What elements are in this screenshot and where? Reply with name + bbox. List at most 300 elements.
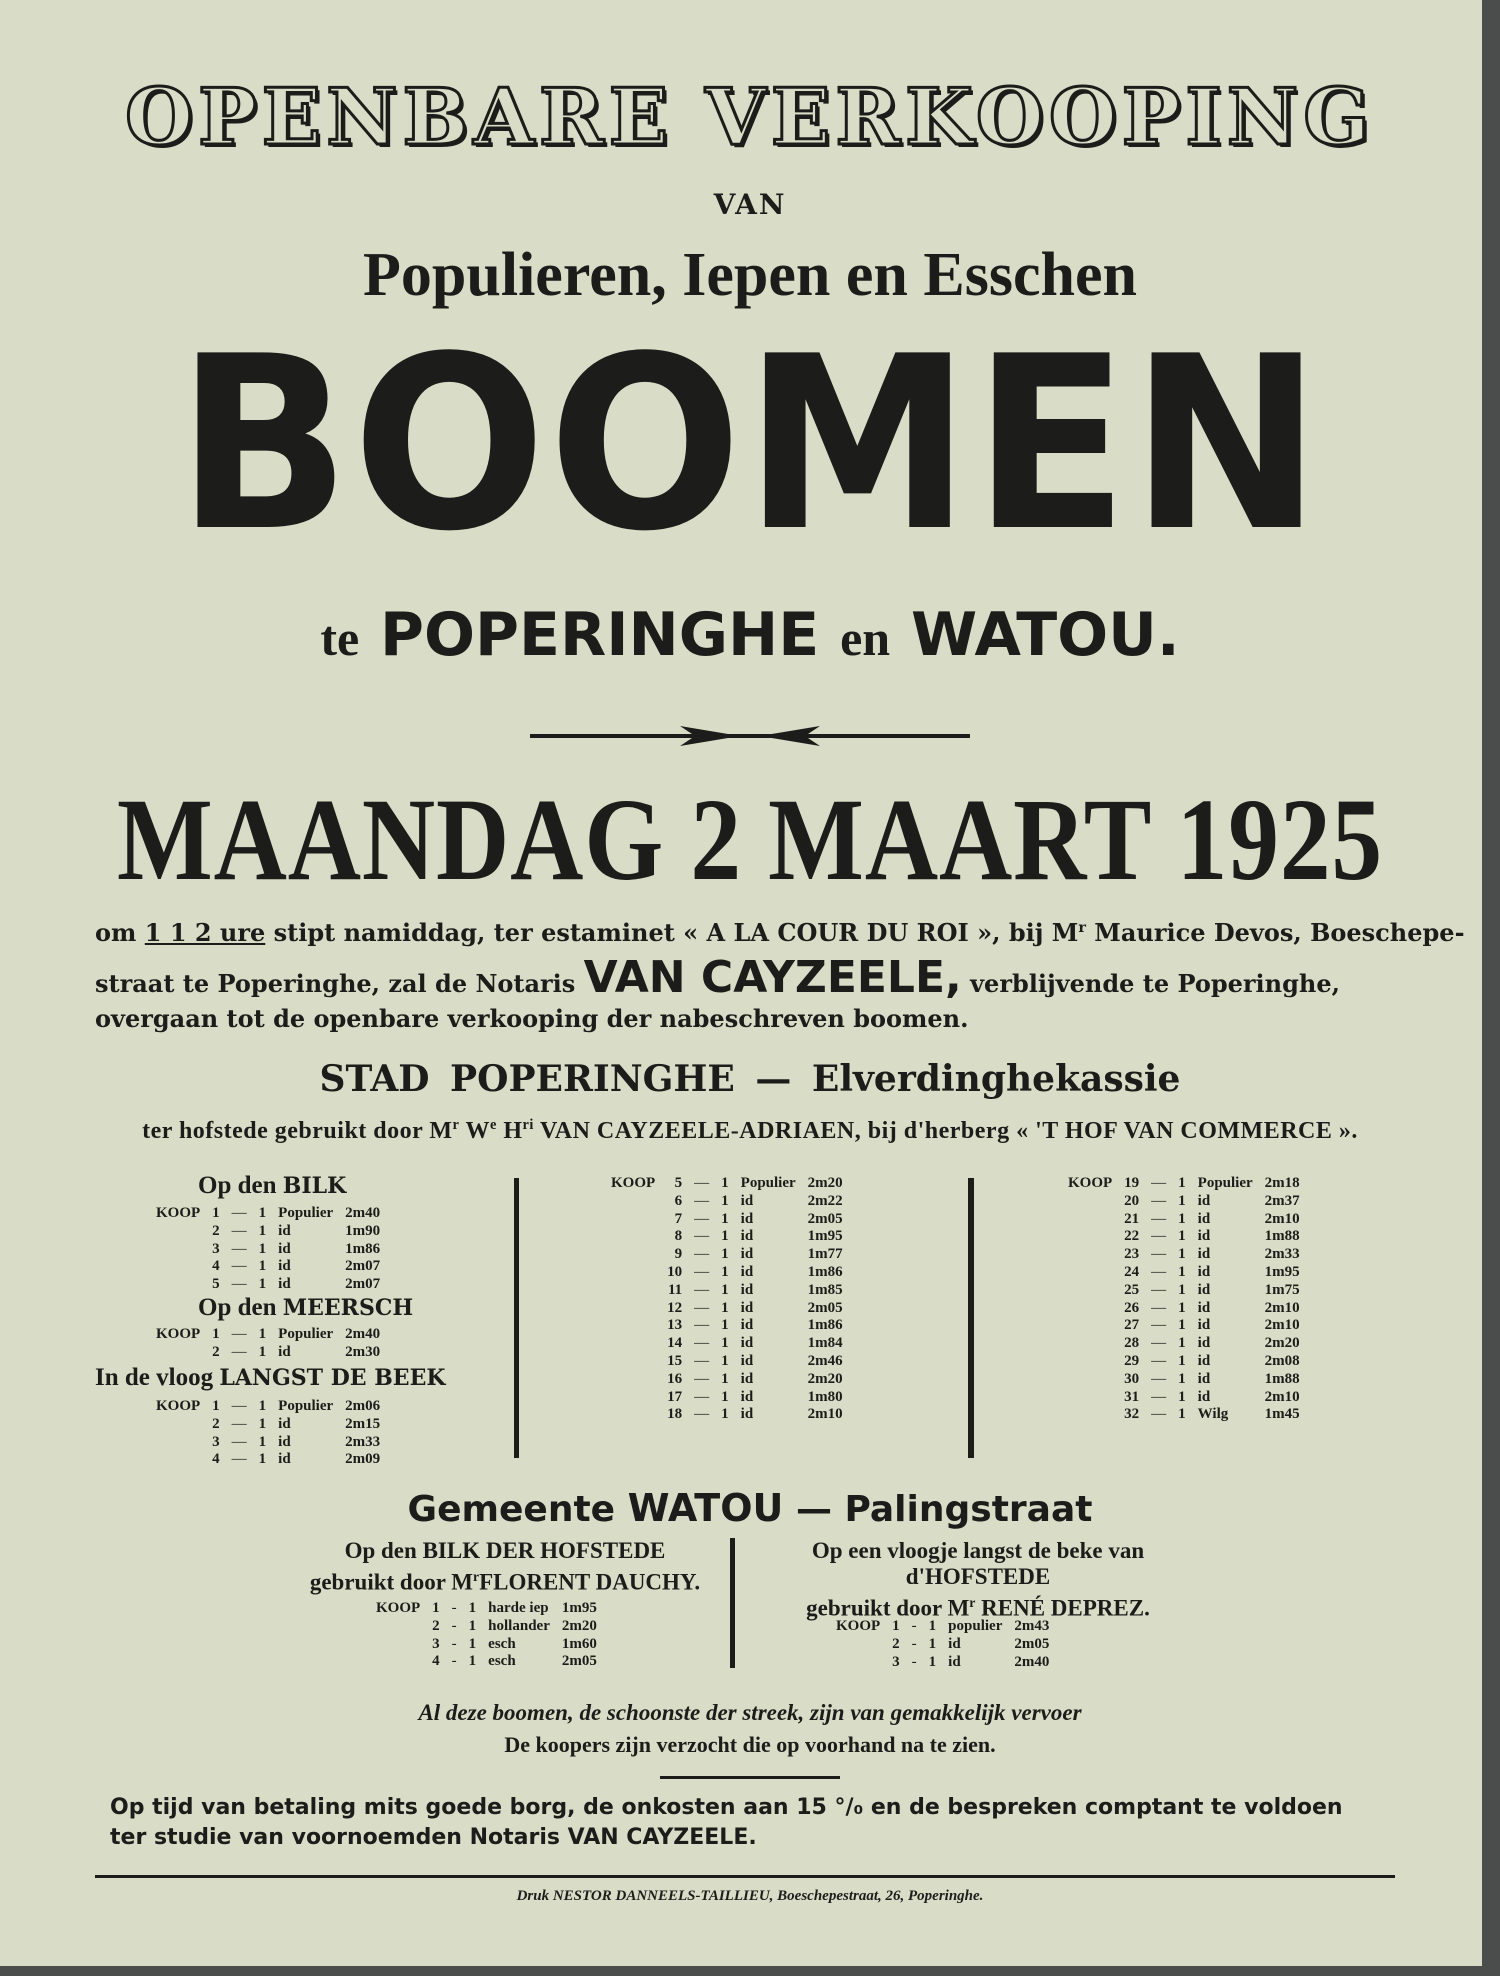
lot-koop — [1062, 1193, 1118, 1211]
left-sub-sup: r — [472, 1569, 480, 1584]
lot-sep: — — [694, 1263, 710, 1280]
lots-watou-left-table — [370, 1600, 603, 1671]
lot-number: 29 — [1124, 1352, 1140, 1369]
closing-rule — [660, 1776, 840, 1779]
lot-row — [605, 1389, 849, 1407]
closing-line-2: De koopers zijn verzocht die op voorhand na te zien. — [504, 1732, 996, 1757]
lot-sep: - — [451, 1600, 457, 1616]
lot-number: 14 — [667, 1335, 683, 1352]
lot-number: 7 — [674, 1210, 683, 1227]
lot-qty: 1 — [258, 1415, 267, 1432]
lot-qty: 1 — [468, 1600, 477, 1616]
lot-type: Populier — [278, 1398, 334, 1414]
lot-sep: — — [694, 1388, 710, 1405]
lot-row — [605, 1264, 849, 1282]
lot-koop — [830, 1636, 886, 1654]
lot-girth: 1m84 — [807, 1335, 843, 1352]
lot-number: 21 — [1124, 1210, 1140, 1227]
lot-girth: 2m06 — [345, 1398, 381, 1414]
lot-qty: 1 — [258, 1205, 267, 1221]
lot-koop — [1062, 1282, 1118, 1300]
lot-qty: 1 — [721, 1299, 729, 1316]
location-poperinghe: POPERINGHE — [380, 600, 820, 670]
lot-girth: 1m80 — [807, 1388, 843, 1405]
lot-type: hollander — [488, 1617, 550, 1634]
lot-girth: 2m20 — [807, 1175, 843, 1191]
lot-koop — [150, 1434, 206, 1452]
lot-number: 30 — [1124, 1370, 1140, 1387]
lot-girth: 2m18 — [1264, 1175, 1300, 1191]
lot-number: 1 — [212, 1205, 220, 1221]
lot-row — [830, 1654, 1055, 1672]
lot-type: id — [278, 1222, 291, 1239]
lot-girth: 1m85 — [807, 1281, 843, 1298]
lot-row — [150, 1398, 386, 1416]
lot-koop — [605, 1193, 661, 1211]
lot-sep: — — [1151, 1246, 1167, 1263]
group-title-a: Op den — [198, 1294, 277, 1321]
lot-sep: — — [694, 1281, 710, 1298]
lot-row — [150, 1416, 386, 1434]
group-bilk-title — [198, 1172, 346, 1200]
lot-qty: 1 — [928, 1635, 937, 1652]
lot-sep: — — [694, 1175, 710, 1191]
lots-col2-table — [605, 1175, 849, 1424]
lot-sep: — — [1151, 1352, 1167, 1369]
lot-koop — [1062, 1300, 1118, 1318]
intro-om: om — [95, 918, 137, 947]
lot-row — [1062, 1228, 1306, 1246]
lot-qty: 1 — [1178, 1352, 1186, 1369]
lot-type: harde iep — [488, 1600, 549, 1616]
lot-sep: — — [1151, 1210, 1167, 1227]
lot-type: id — [740, 1263, 754, 1280]
lot-koop — [150, 1416, 206, 1434]
lot-sep: — — [1151, 1228, 1167, 1245]
section1-subheading — [0, 1117, 1500, 1145]
lot-qty: 1 — [258, 1240, 267, 1257]
lot-girth: 2m05 — [807, 1299, 843, 1316]
lot-sep: — — [231, 1205, 247, 1221]
lot-number: 2 — [432, 1617, 440, 1634]
lot-girth: 2m22 — [807, 1192, 843, 1209]
lot-qty: 1 — [721, 1192, 729, 1209]
heading-watou: WATOU — [627, 1486, 784, 1530]
lot-girth: 1m88 — [1264, 1228, 1300, 1245]
lot-girth: 1m95 — [561, 1600, 597, 1616]
lot-koop: KOOP — [156, 1205, 201, 1221]
lot-number: 27 — [1124, 1317, 1140, 1334]
lot-girth: 2m08 — [1264, 1352, 1300, 1369]
lot-number: 3 — [892, 1653, 900, 1670]
lot-row — [605, 1371, 849, 1389]
lot-row — [605, 1335, 849, 1353]
lot-girth: 2m33 — [345, 1433, 381, 1450]
lot-qty: 1 — [721, 1388, 729, 1405]
lot-girth: 1m86 — [345, 1240, 381, 1257]
lot-type: id — [278, 1415, 291, 1432]
lot-row — [370, 1653, 603, 1671]
lot-sep: - — [911, 1653, 917, 1670]
lot-number: 8 — [674, 1228, 683, 1245]
lot-row — [1062, 1335, 1306, 1353]
lot-sep: — — [231, 1343, 247, 1360]
lot-type: id — [1197, 1246, 1211, 1263]
lot-qty: 1 — [721, 1406, 729, 1423]
left-title-b: BILK DER HOFSTEDE — [422, 1538, 666, 1563]
lot-type: id — [1197, 1192, 1211, 1209]
lot-row — [150, 1434, 386, 1452]
footer-rule — [95, 1875, 1395, 1878]
lot-girth: 2m20 — [807, 1370, 843, 1387]
lot-type: id — [278, 1258, 291, 1275]
lot-row — [150, 1258, 386, 1276]
lot-type: id — [740, 1406, 754, 1423]
lot-type: id — [1197, 1299, 1211, 1316]
payment-line-1: Op tijd van betaling mits goede borg, de onkosten aan 15 °/₀ en de bespreken comptant te voldoen — [110, 1795, 1343, 1820]
lot-koop: KOOP — [156, 1398, 201, 1414]
lot-girth: 2m10 — [1264, 1299, 1300, 1316]
lot-type: id — [740, 1352, 754, 1369]
lot-number: 11 — [667, 1281, 683, 1298]
lot-qty: 1 — [258, 1222, 267, 1239]
lots-meersch-table — [150, 1326, 386, 1362]
lot-qty: 1 — [721, 1317, 729, 1334]
sub-w: W — [465, 1118, 490, 1144]
lot-type: id — [740, 1299, 754, 1316]
intro-street: straat te Poperinghe, zal de Notaris — [95, 969, 576, 998]
lot-koop — [370, 1636, 426, 1654]
lot-girth: 2m40 — [1014, 1653, 1050, 1670]
lot-row — [150, 1326, 386, 1344]
lot-qty: 1 — [468, 1653, 477, 1670]
intro-line-1 — [95, 918, 1465, 947]
lot-koop — [605, 1353, 661, 1371]
lot-type: id — [740, 1317, 754, 1334]
heading-gemeente: Gemeente — [407, 1489, 616, 1530]
lot-number: 5 — [674, 1175, 683, 1191]
section1-heading: STAD POPERINGHE — Elverdinghekassie — [319, 1058, 1181, 1100]
lot-row — [605, 1246, 849, 1264]
lot-type: id — [278, 1240, 291, 1257]
lot-girth: 2m10 — [1264, 1388, 1300, 1405]
lot-girth: 1m95 — [1264, 1263, 1300, 1280]
lot-row — [1062, 1211, 1306, 1229]
lot-koop — [605, 1264, 661, 1282]
lot-number: 12 — [667, 1299, 683, 1316]
lot-row — [150, 1276, 386, 1294]
lot-qty: 1 — [258, 1343, 267, 1360]
lot-number: 1 — [212, 1398, 220, 1414]
lot-qty: 1 — [721, 1352, 729, 1369]
intro-line-2 — [95, 952, 1405, 1003]
lot-number: 22 — [1124, 1228, 1140, 1245]
lot-koop — [1062, 1353, 1118, 1371]
lot-koop: KOOP — [836, 1618, 881, 1634]
lot-row — [150, 1344, 386, 1362]
lot-koop — [605, 1406, 661, 1424]
lot-koop — [1062, 1371, 1118, 1389]
lot-row — [1062, 1406, 1306, 1424]
group-meersch-title — [198, 1294, 413, 1322]
lot-qty: 1 — [1178, 1281, 1186, 1298]
lot-sep: - — [451, 1653, 457, 1670]
lot-koop — [605, 1300, 661, 1318]
poster-title: OPENBARE VERKOOPING — [125, 72, 1375, 163]
lot-sep: — — [231, 1222, 247, 1239]
lot-sep: — — [1151, 1317, 1167, 1334]
lot-number: 13 — [667, 1317, 683, 1334]
lot-qty: 1 — [258, 1258, 267, 1275]
lot-koop — [605, 1282, 661, 1300]
lot-sep: — — [231, 1326, 247, 1342]
lot-qty: 1 — [258, 1326, 267, 1342]
lot-number: 1 — [432, 1600, 440, 1616]
lot-type: Populier — [278, 1205, 334, 1221]
lot-koop — [150, 1241, 206, 1259]
poster-van: VAN — [713, 188, 787, 221]
group-title-b: MEERSCH — [282, 1295, 414, 1321]
lot-koop — [605, 1389, 661, 1407]
lot-sep: — — [1151, 1263, 1167, 1280]
lot-girth: 2m05 — [1014, 1635, 1050, 1652]
lot-qty: 1 — [721, 1335, 729, 1352]
lot-girth: 2m40 — [345, 1326, 381, 1342]
intro-residing: verblijvende te Poperinghe, — [970, 969, 1340, 998]
lot-number: 3 — [212, 1240, 220, 1257]
lot-type: id — [1197, 1388, 1211, 1405]
lot-number: 2 — [212, 1343, 220, 1360]
lot-row — [605, 1193, 849, 1211]
lot-row — [605, 1300, 849, 1318]
lot-koop — [605, 1335, 661, 1353]
lot-koop: KOOP — [611, 1175, 656, 1191]
lot-sep: — — [231, 1240, 247, 1257]
lot-row — [605, 1353, 849, 1371]
lot-koop: KOOP — [156, 1326, 201, 1342]
lot-sep: — — [694, 1352, 710, 1369]
lot-type: esch — [488, 1635, 516, 1652]
lot-number: 18 — [667, 1406, 683, 1423]
right-sub-a: gebruikt door M — [806, 1595, 970, 1621]
lot-type: id — [740, 1210, 754, 1227]
lot-row — [370, 1636, 603, 1654]
lot-row — [1062, 1246, 1306, 1264]
lot-qty: 1 — [258, 1276, 267, 1293]
heading-palingstraat: — Palingstraat — [795, 1489, 1093, 1530]
lot-row — [1062, 1353, 1306, 1371]
lot-type: id — [1197, 1228, 1211, 1245]
lot-koop — [1062, 1264, 1118, 1282]
lot-girth: 2m30 — [345, 1343, 381, 1360]
lot-girth: 2m37 — [1264, 1192, 1300, 1209]
lot-girth: 2m05 — [807, 1210, 843, 1227]
lot-koop — [150, 1451, 206, 1469]
lot-qty: 1 — [721, 1281, 729, 1298]
lot-girth: 1m60 — [561, 1635, 597, 1652]
lot-row — [1062, 1389, 1306, 1407]
lot-qty: 1 — [1178, 1192, 1186, 1209]
lot-row — [605, 1175, 849, 1193]
lot-koop — [370, 1618, 426, 1636]
lot-sep: — — [231, 1398, 247, 1414]
lot-number: 15 — [667, 1352, 683, 1369]
lot-number: 25 — [1124, 1281, 1140, 1298]
lot-qty: 1 — [1178, 1370, 1186, 1387]
lot-row — [830, 1618, 1055, 1636]
lot-number: 2 — [212, 1222, 220, 1239]
lot-girth: 1m86 — [807, 1263, 843, 1280]
lot-number: 9 — [674, 1246, 683, 1263]
lot-girth: 2m05 — [561, 1653, 597, 1670]
lot-number: 23 — [1124, 1246, 1140, 1263]
lot-qty: 1 — [1178, 1388, 1186, 1405]
lot-type: id — [740, 1335, 754, 1352]
lot-qty: 1 — [258, 1433, 267, 1450]
lot-type: id — [740, 1281, 754, 1298]
lot-koop — [1062, 1211, 1118, 1229]
lot-qty: 1 — [468, 1617, 477, 1634]
lot-girth: 1m45 — [1264, 1406, 1300, 1423]
lots-watou-right-table — [830, 1618, 1055, 1671]
lot-girth: 2m15 — [345, 1415, 381, 1432]
lot-sep: — — [1151, 1175, 1167, 1191]
lot-girth: 1m88 — [1264, 1370, 1300, 1387]
sub-sup2: e — [489, 1117, 497, 1133]
lot-type: id — [1197, 1335, 1211, 1352]
lot-sep: — — [231, 1433, 247, 1450]
lot-row — [1062, 1317, 1306, 1335]
lot-koop — [1062, 1406, 1118, 1424]
lot-girth: 2m10 — [1264, 1317, 1300, 1334]
lot-sep: — — [694, 1210, 710, 1227]
lot-number: 32 — [1124, 1406, 1140, 1423]
lot-row — [605, 1406, 849, 1424]
right-title-b: d'HOFSTEDE — [905, 1564, 1051, 1589]
right-sub-b: RENÉ DEPREZ. — [981, 1595, 1150, 1621]
lot-girth: 1m75 — [1264, 1281, 1300, 1298]
sub-sup: r — [452, 1117, 460, 1133]
lot-qty: 1 — [721, 1246, 729, 1263]
watou-right-heading — [748, 1538, 1208, 1622]
lot-row — [605, 1228, 849, 1246]
intro-notary: VAN CAYZEELE, — [583, 952, 962, 1003]
lot-number: 31 — [1124, 1388, 1140, 1405]
group-title-a: Op den — [198, 1172, 277, 1199]
lot-number: 4 — [212, 1451, 220, 1468]
lot-qty: 1 — [1178, 1228, 1186, 1245]
lot-number: 4 — [212, 1258, 220, 1275]
lot-row — [150, 1451, 386, 1469]
printer-credit: Druk NESTOR DANNEELS-TAILLIEU, Boeschepestraat, 26, Poperinghe. — [516, 1888, 984, 1904]
sub-sup3: ri — [522, 1117, 534, 1133]
lot-girth: 2m10 — [807, 1406, 843, 1423]
lot-koop — [150, 1223, 206, 1241]
poster-location — [0, 600, 1500, 670]
lot-type: Populier — [1197, 1175, 1253, 1191]
lot-girth: 1m90 — [345, 1222, 381, 1239]
lot-number: 24 — [1124, 1263, 1140, 1280]
lot-sep: — — [1151, 1192, 1167, 1209]
lot-row — [150, 1241, 386, 1259]
lot-koop: KOOP — [376, 1600, 421, 1616]
lot-sep: - — [451, 1617, 457, 1634]
lot-koop — [830, 1654, 886, 1672]
lot-girth: 1m77 — [807, 1246, 843, 1263]
lot-qty: 1 — [928, 1653, 937, 1670]
lot-type: id — [278, 1433, 291, 1450]
lot-koop — [1062, 1228, 1118, 1246]
lot-qty: 1 — [1178, 1406, 1186, 1423]
lot-qty: 1 — [1178, 1335, 1186, 1352]
lot-type: id — [1197, 1263, 1211, 1280]
lot-sep: — — [694, 1192, 710, 1209]
lot-qty: 1 — [1178, 1175, 1186, 1191]
watou-divider — [730, 1538, 735, 1668]
lot-sep: — — [231, 1415, 247, 1432]
payment-line-2: ter studie van voornoemden Notaris VAN CAYZEELE. — [110, 1825, 757, 1850]
lot-number: 2 — [892, 1635, 900, 1652]
section2-heading — [0, 1486, 1500, 1530]
lot-sep: — — [1151, 1335, 1167, 1352]
lot-koop — [1062, 1389, 1118, 1407]
lot-type: id — [1197, 1317, 1211, 1334]
lot-koop — [150, 1344, 206, 1362]
auction-date: MAANDAG 2 MAART 1925 — [116, 774, 1384, 905]
group-title-b: LANGST DE BEEK — [219, 1365, 446, 1391]
group-beek-title — [95, 1364, 445, 1392]
lot-type: id — [278, 1276, 291, 1293]
lot-type: id — [740, 1192, 754, 1209]
lot-number: 1 — [892, 1618, 900, 1634]
lot-koop — [1062, 1335, 1118, 1353]
lot-qty: 1 — [1178, 1263, 1186, 1280]
lot-number: 10 — [667, 1263, 683, 1280]
lot-number: 4 — [432, 1653, 440, 1670]
lot-sep: — — [1151, 1281, 1167, 1298]
lot-number: 20 — [1124, 1192, 1140, 1209]
lot-qty: 1 — [721, 1228, 729, 1245]
lot-type: id — [1197, 1352, 1211, 1369]
lot-koop — [605, 1228, 661, 1246]
lot-type: id — [278, 1343, 291, 1360]
lot-number: 5 — [212, 1276, 220, 1293]
sub-text: ter hofstede gebruikt door M — [142, 1118, 453, 1144]
lot-number: 1 — [212, 1326, 220, 1342]
lot-type: Populier — [278, 1326, 334, 1342]
lot-type: Populier — [740, 1175, 796, 1191]
lot-type: id — [740, 1246, 754, 1263]
lot-sep: — — [694, 1246, 710, 1263]
sub-name: VAN CAYZEELE-ADRIAEN, bij d'herberg « 'T HOF VAN COMMERCE ». — [540, 1118, 1358, 1144]
lot-row — [370, 1618, 603, 1636]
left-sub-b: FLORENT DAUCHY. — [479, 1569, 701, 1595]
lot-qty: 1 — [1178, 1246, 1186, 1263]
lot-koop — [150, 1276, 206, 1294]
left-sub-a: gebruikt door M — [309, 1569, 473, 1595]
poster-species: Populieren, Iepen en Esschen — [363, 241, 1137, 309]
lot-sep: - — [451, 1635, 457, 1652]
lot-sep: — — [694, 1299, 710, 1316]
lot-qty: 1 — [721, 1370, 729, 1387]
column-divider-1 — [514, 1178, 519, 1458]
lot-koop — [150, 1258, 206, 1276]
intro-venue: stipt namiddag, ter estaminet « A LA COUR DU ROI », bij M — [273, 918, 1079, 947]
lot-row — [605, 1282, 849, 1300]
lot-qty: 1 — [258, 1398, 267, 1414]
lot-sep: — — [231, 1451, 247, 1468]
lot-girth: 2m07 — [345, 1276, 381, 1293]
